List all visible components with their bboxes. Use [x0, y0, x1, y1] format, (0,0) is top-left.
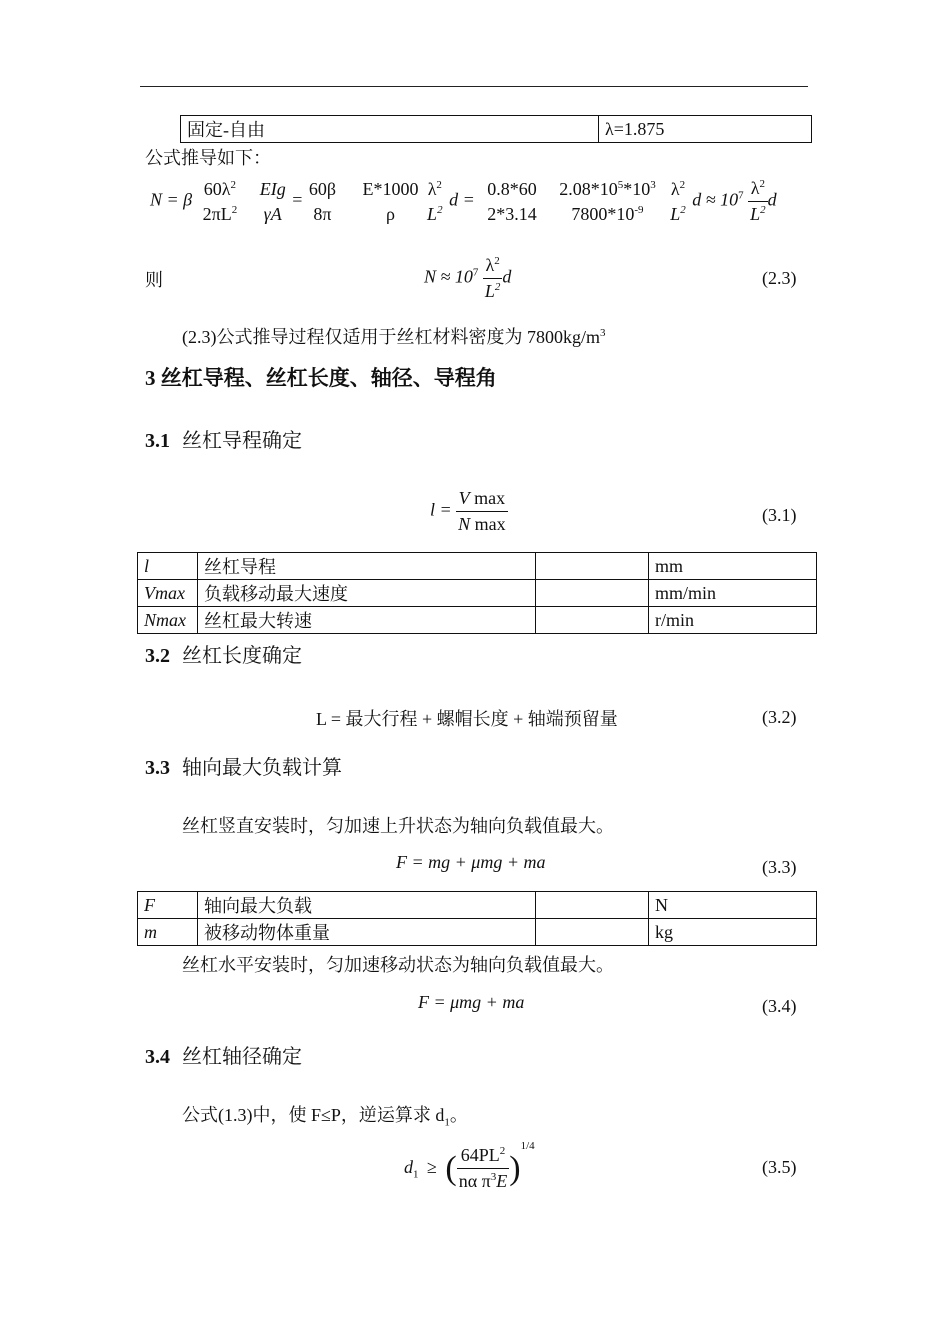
table-3-3 [137, 891, 817, 946]
equation-3-2: L = 最大行程 + 螺帽长度 + 轴端预留量 [316, 709, 618, 729]
table-cell: mm/min [649, 580, 817, 607]
section-3-4-heading: 3.4 丝杠轴径确定 [145, 1046, 302, 1068]
table-cell [536, 607, 649, 634]
ze-label: 则 [145, 270, 163, 290]
table-cell: 丝杠最大转速 [198, 607, 536, 634]
section-3-3-heading: 3.3 轴向最大负载计算 [145, 757, 342, 779]
fraction: $60\lambda^2$ $2\pi L^2$ [202, 178, 238, 224]
fraction: 0.8*60 2*3.14 [487, 178, 537, 224]
table-cell: N [649, 892, 817, 919]
table-row [181, 116, 812, 143]
eq-d: d = [449, 189, 475, 210]
fraction: $\lambda^2$ $L^2$ [670, 178, 686, 224]
table-cell: 轴向最大负载 [198, 892, 536, 919]
equation-2-3: $N \approx 10^7$ $\frac{\lambda^2}{L^2}$ d [424, 255, 512, 301]
table-cell: mm [649, 553, 817, 580]
table-cell: 负载移动最大速度 [198, 580, 536, 607]
fraction: $\frac{\text{V max}}{\text{N max}}$ [458, 488, 506, 534]
table-row [138, 553, 817, 580]
section-3-2-heading: 3.2 丝杠长度确定 [145, 645, 302, 667]
table-3-1 [137, 552, 817, 634]
fraction: EIg γA [259, 178, 286, 224]
table-row [138, 580, 817, 607]
exponent: 7 [738, 189, 744, 202]
equation-3-3: F = mg + μmg + ma [396, 852, 546, 872]
table-cell: 固定-自由 [181, 116, 599, 143]
equation-number: (3.2) [762, 707, 797, 727]
equation-3-1: l = $\frac{\text{V max}}{\text{N max}}$ [430, 488, 506, 534]
table-cell: Vmax [138, 580, 198, 607]
equation-number: (3.5) [762, 1157, 797, 1177]
table-cell: F [138, 892, 198, 919]
fraction: $\frac{64PL^2}{n\alpha \pi^3E}$ [458, 1145, 508, 1192]
fraction: $\lambda^2$ $L^2$ [427, 178, 443, 224]
table-row [138, 892, 817, 919]
table-cell: 被移动物体重量 [198, 919, 536, 946]
table-cell: 丝杠导程 [198, 553, 536, 580]
equation-number: (3.1) [762, 505, 797, 525]
paragraph-vertical: 丝杠竖直安装时，匀加速上升状态为轴向负载值最大。 [182, 816, 614, 836]
equation-number: (3.4) [762, 996, 797, 1016]
note-2-3: (2.3)公式推导过程仅适用于丝杠材料密度为 $7800kg/m^3$ [182, 327, 606, 347]
top-table [180, 115, 812, 143]
table-cell: kg [649, 919, 817, 946]
equation-number: (3.3) [762, 857, 797, 877]
table-cell: m [138, 919, 198, 946]
fraction: $2.08*10^5*10^3$ $7800*10^{-9}$ [559, 178, 656, 224]
equation-derivation [150, 178, 777, 225]
table-row [138, 919, 817, 946]
exponent: 1/4 [520, 1140, 535, 1152]
eq-d: d [767, 189, 777, 210]
equals-sign: = [292, 189, 303, 210]
fraction: E*1000 ρ [362, 178, 419, 224]
table-row [138, 607, 817, 634]
table-cell: r/min [649, 607, 817, 634]
table-cell [536, 919, 649, 946]
section-3-heading: 3 丝杠导程、丝杠长度、轴径、导程角 [145, 366, 497, 390]
table-cell [536, 892, 649, 919]
equation-3-4: F = μmg + ma [418, 992, 525, 1012]
paragraph-horizontal: 丝杠水平安装时，匀加速移动状态为轴向负载值最大。 [182, 955, 614, 975]
table-cell [536, 553, 649, 580]
paragraph-inverse: 公式(1.3)中，使 F≤P，逆运算求 $d_1$。 [182, 1105, 468, 1129]
eq-approx: d ≈ 10 [692, 189, 739, 210]
table-cell: λ=1.875 [599, 116, 812, 143]
table-cell: l [138, 553, 198, 580]
fraction: $\frac{\lambda^2}{L^2}$ [484, 255, 501, 301]
section-3-1-heading: 3.1 丝杠导程确定 [145, 430, 302, 452]
derivation-intro: 公式推导如下： [145, 148, 271, 168]
equation-number: (2.3) [762, 268, 797, 288]
table-cell: Nmax [138, 607, 198, 634]
header-rule [140, 86, 808, 87]
table-cell [536, 580, 649, 607]
fraction: $\frac{\lambda^2}{L^2}$ [750, 178, 766, 224]
equation-3-5: $d_1$ ≥ ( $\frac{64PL^2}{n\alpha \pi^3E}$ )$^{1/4}$ [404, 1140, 535, 1192]
fraction: 60β 8π [308, 178, 337, 224]
eq-lhs: N = β [150, 189, 193, 210]
